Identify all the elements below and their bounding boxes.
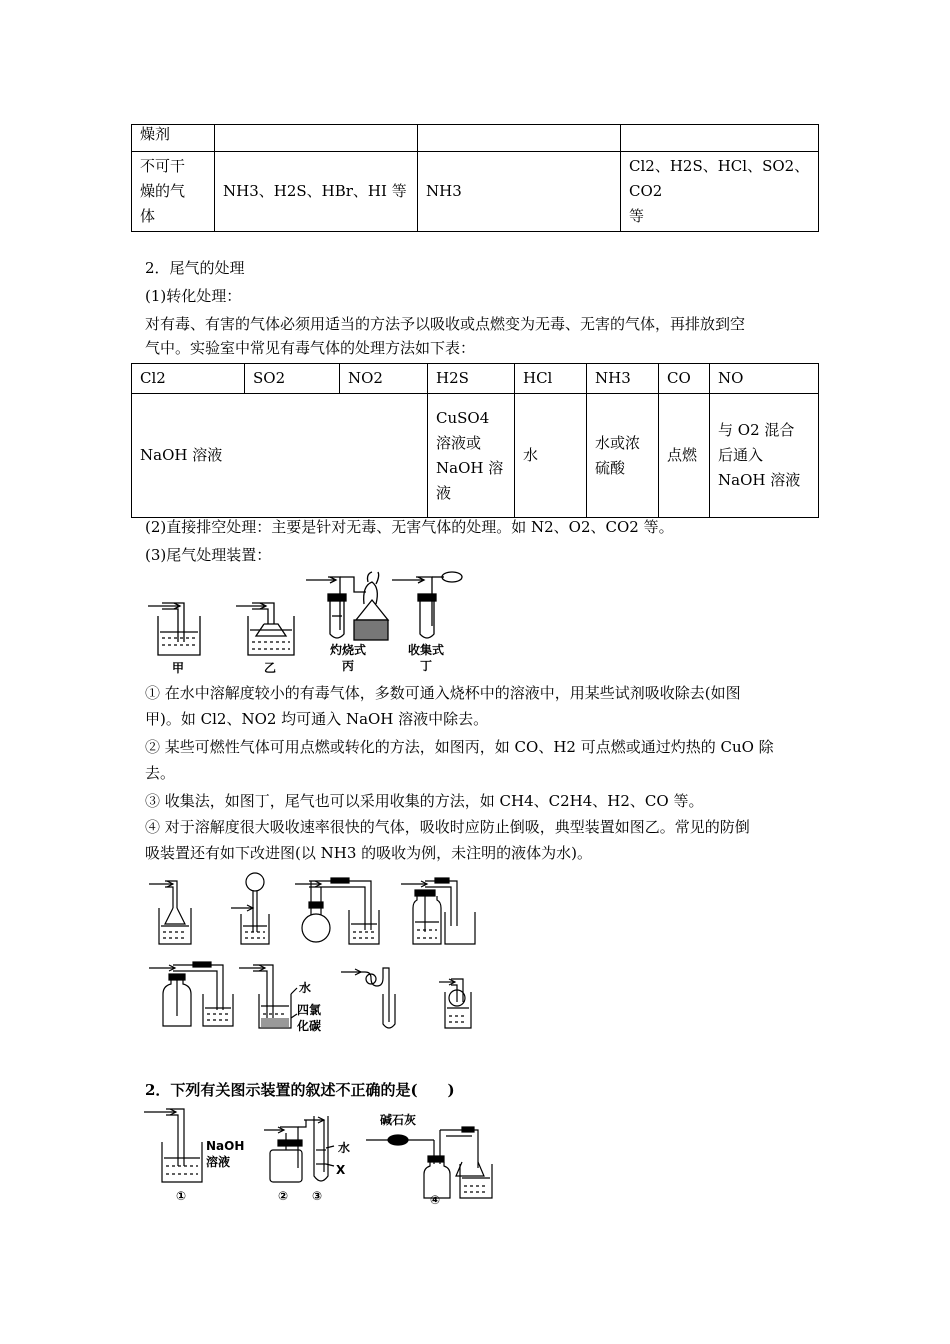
header-so2: SO2 (245, 364, 340, 394)
label-naoh-line1: NaOH (206, 1139, 245, 1153)
apparatus-2 (264, 1120, 306, 1182)
label-ding: 丁 (419, 659, 433, 673)
anti-suckback-figure (145, 868, 485, 1038)
header-h2s: H2S (428, 364, 515, 394)
subsection1-line1: 对有毒、有害的气体必须用适当的方法予以吸收或点燃变为无毒、无害的气体，再排放到空 (145, 315, 746, 333)
question-apparatus-figure (140, 1106, 500, 1206)
device-bottle-beaker (401, 878, 475, 944)
item3-text: ③ 收集法，如图丁，尾气也可以采用收集的方法，如 CH4、C2H4、H2、CO 等。 (145, 792, 704, 810)
label-bing: 丙 (341, 659, 355, 673)
label-water-q: 水 (338, 1141, 351, 1155)
device-funnel-beaker (149, 881, 191, 944)
h2s-line1: CuSO4 (436, 408, 490, 427)
h2s-line2: 溶液或 (436, 433, 482, 452)
item4-line2: 吸装置还有如下改进图(以 NH3 的吸收为例，未注明的液体为水)。 (145, 844, 592, 862)
cell-naoh-solution: NaOH 溶液 (132, 394, 428, 518)
apparatus-1 (144, 1109, 202, 1182)
question-text: 2．下列有关图示装置的叙述不正确的是( ) (145, 1081, 455, 1099)
header-co: CO (659, 364, 710, 394)
header-no2: NO2 (340, 364, 428, 394)
subsection2-text: (2)直接排空处理：主要是针对无毒、无害气体的处理。如 N2、O2、CO2 等。 (145, 518, 674, 536)
subsection3-heading: (3)尾气处理装置： (145, 546, 272, 564)
apparatus-yi (236, 603, 294, 655)
header-cl2: Cl2 (132, 364, 245, 394)
label-ccl4-line1: 四氯 (297, 1003, 322, 1017)
subsection1-line2: 气中。实验室中常见有毒气体的处理方法如下表： (145, 339, 476, 357)
no-line3: NaOH 溶液 (718, 471, 801, 489)
label-yi: 乙 (263, 661, 277, 675)
apparatus-3 (304, 1116, 334, 1181)
apparatus-4 (366, 1127, 492, 1198)
toxic-gas-treatment-table (131, 363, 819, 518)
table1-row1-label: 燥剂 (132, 125, 215, 152)
label-jia: 甲 (171, 661, 185, 675)
table1-row2-col4-line1: Cl2、H2S、HCl、SO2、CO2 (629, 157, 810, 200)
item2-line1: ② 某些可燃性气体可用点燃或转化的方法，如图丙，如 CO、H2 可点燃或通过灼热的 CuO 除 (145, 738, 774, 756)
cell-hcl-method: 水 (515, 394, 587, 518)
label-circle-2: ② (278, 1189, 289, 1203)
cell-h2s-method (428, 394, 515, 518)
label-water: 水 (299, 981, 312, 995)
label-circle-4: ④ (430, 1193, 441, 1207)
no-line2: 后通入 (718, 446, 764, 464)
item1-line2: 甲)。如 Cl2、NO2 均可通入 NaOH 溶液中除去。 (145, 710, 489, 728)
label-ding-top: 收集式 (407, 643, 445, 657)
label-bing-top: 灼烧式 (329, 643, 367, 657)
device-bulb-beaker (231, 873, 269, 944)
label-x: X (336, 1163, 346, 1177)
table1-row2-col2: NH3、H2S、HBr、HI 等 (215, 152, 418, 232)
table1-row2-label-line2: 燥的气 (140, 182, 186, 200)
table1-row2-label-line1: 不可干 (140, 157, 186, 175)
apparatus-bing (306, 572, 388, 640)
nh3-line2: 硫酸 (595, 458, 626, 477)
device-inverted-funnel-tube (439, 979, 471, 1028)
h2s-line4: 液 (436, 483, 452, 502)
apparatus-jia (148, 603, 200, 655)
section-heading: 2．尾气的处理 (145, 259, 245, 277)
item1-line1: ① 在水中溶解度较小的有毒气体，多数可通入烧杯中的溶液中，用某些试剂吸收除去(如图 (145, 684, 741, 702)
label-circle-3: ③ (312, 1189, 323, 1203)
no-line1: 与 O2 混合 (718, 421, 795, 439)
label-naoh-line2: 溶液 (206, 1155, 231, 1169)
cell-nh3-method (587, 394, 659, 518)
table1-row2-label (132, 152, 215, 232)
device-u-tube (341, 968, 395, 1028)
label-circle-1: ① (176, 1189, 187, 1203)
cell-no-method (710, 394, 819, 518)
device-flask-beaker (295, 878, 379, 944)
nh3-line1: 水或浓 (595, 433, 641, 452)
tail-gas-apparatus-figure (140, 570, 460, 678)
h2s-line3: NaOH 溶 (436, 458, 504, 477)
item2-line2: 去。 (145, 764, 176, 782)
cell-co-method: 点燃 (659, 394, 710, 518)
device-bottle-beaker-2 (149, 962, 233, 1026)
apparatus-ding (392, 572, 462, 638)
header-no: NO (710, 364, 819, 394)
label-soda-lime: 碱石灰 (380, 1113, 417, 1127)
item4-line1: ④ 对于溶解度很大吸收速率很快的气体，吸收时应防止倒吸，典型装置如图乙。常见的防倒 (145, 818, 750, 836)
table1-row2-col4-line2: 等 (629, 207, 645, 225)
drying-agent-table (131, 124, 819, 232)
header-hcl: HCl (515, 364, 587, 394)
table1-row1-col2 (215, 125, 418, 152)
table1-row2-col4 (621, 152, 819, 232)
label-ccl4-line2: 化碳 (297, 1019, 322, 1033)
subsection1-heading: (1)转化处理： (145, 287, 242, 305)
header-nh3: NH3 (587, 364, 659, 394)
table1-row1-col4 (621, 125, 819, 152)
device-ccl4-beaker (239, 965, 297, 1028)
table1-row1-col3 (418, 125, 621, 152)
table1-row2-col3: NH3 (418, 152, 621, 232)
table1-row2-label-line3: 体 (140, 207, 156, 225)
